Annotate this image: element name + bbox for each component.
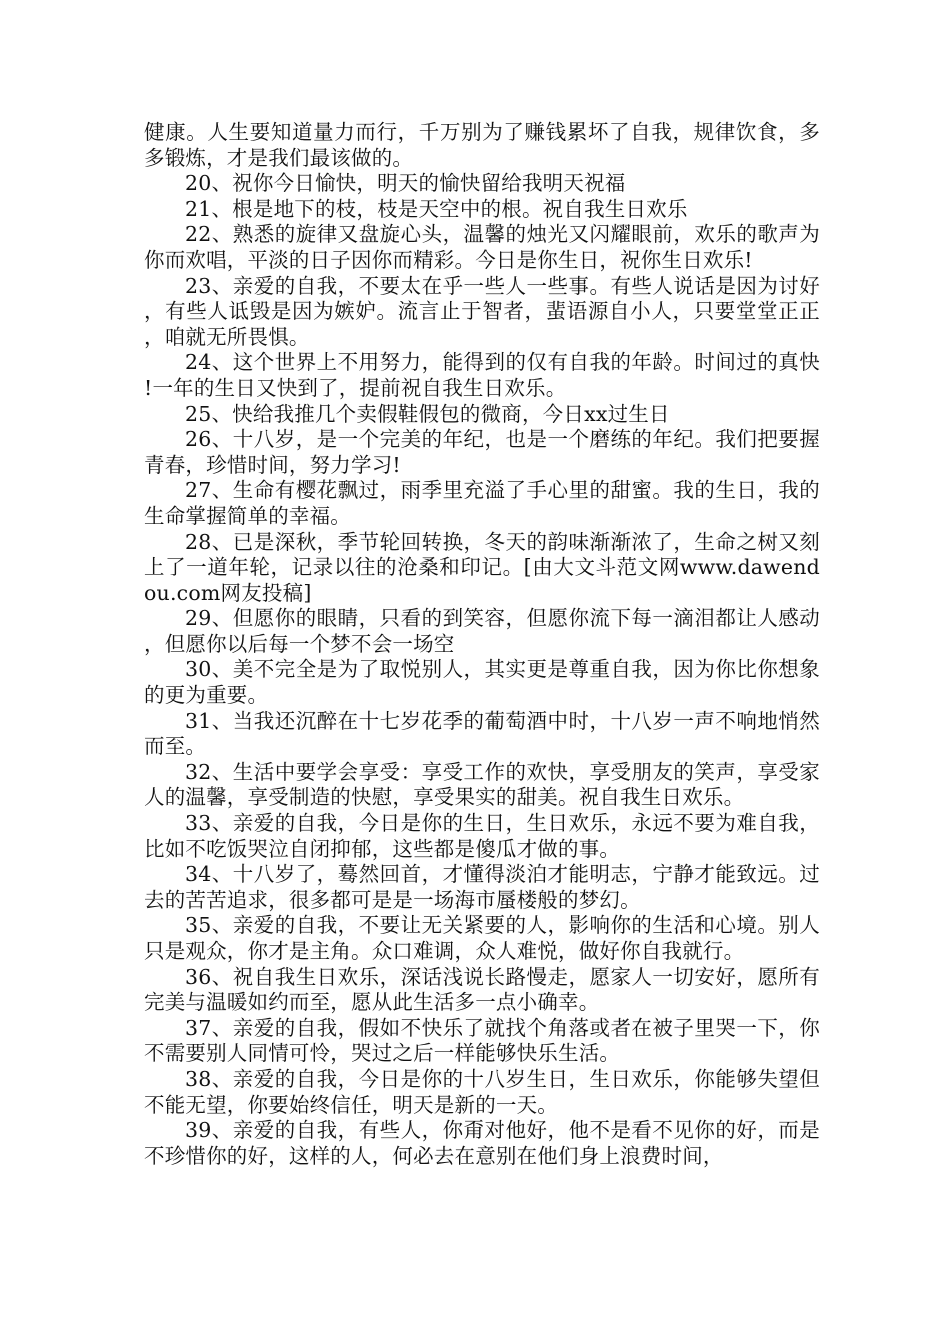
paragraph-33: 33、亲爱的自我，今日是你的生日，生日欢乐，永远不要为难自我，比如不吃饭哭泣自闭抑郁，这些都是傻瓜才做的事。 <box>144 811 820 861</box>
paragraph-35: 35、亲爱的自我，不要让无关紧要的人，影响你的生活和心境。别人只是观众，你才是主角。众口难调，众人难悦，做好你自我就行。 <box>144 913 820 963</box>
paragraph-22: 22、熟悉的旋律又盘旋心头，温馨的烛光又闪耀眼前，欢乐的歌声为你而欢唱，平淡的日子因你而精彩。今日是你生日，祝你生日欢乐! <box>144 222 820 272</box>
paragraph-30: 30、美不完全是为了取悦别人，其实更是尊重自我，因为你比你想象的更为重要。 <box>144 657 820 708</box>
paragraph-25: 25、快给我推几个卖假鞋假包的微商，今日xx过生日 <box>185 401 670 426</box>
paragraph-39: 39、亲爱的自我，有些人，你甭对他好，他不是看不见你的好，而是不珍惜你的好，这样的人，何必去在意别在他们身上浪费时间， <box>144 1118 820 1168</box>
paragraph-21: 21、根是地下的枝，枝是天空中的根。祝自我生日欢乐 <box>185 196 688 221</box>
paragraph-31: 31、当我还沉醉在十七岁花季的葡萄酒中时，十八岁一声不响地悄然而至。 <box>144 708 820 759</box>
paragraph-29: 29、但愿你的眼睛，只看的到笑容，但愿你流下每一滴泪都让人感动，但愿你以后每一个梦不会一场空 <box>144 606 820 656</box>
paragraph-20: 20、祝你今日愉快，明天的愉快留给我明天祝福 <box>185 171 626 196</box>
paragraph-37: 37、亲爱的自我，假如不快乐了就找个角落或者在被子里哭一下，你不需要别人同情可怜，哭过之后一样能够快乐生活。 <box>144 1015 820 1066</box>
paragraph-32: 32、生活中要学会享受：享受工作的欢快，享受朋友的笑声，享受家人的温馨，享受制造的快慰，享受果实的甜美。祝自我生日欢乐。 <box>144 759 820 810</box>
paragraph-26: 26、十八岁，是一个完美的年纪，也是一个磨练的年纪。我们把要握青春，珍惜时间，努力学习! <box>144 427 820 477</box>
paragraph-36: 36、祝自我生日欢乐，深话浅说长路慢走，愿家人一切安好，愿所有完美与温暖如约而至，愿从此生活多一点小确幸。 <box>144 964 820 1015</box>
document-body <box>144 120 820 1169</box>
paragraph-24: 24、这个世界上不用努力，能得到的仅有自我的年龄。时间过的真快!一年的生日又快到了，提前祝自我生日欢乐。 <box>144 350 820 400</box>
paragraph-34: 34、十八岁了，蓦然回首，才懂得淡泊才能明志，宁静才能致远。过去的苦苦追求，很多都可是是一场海市蜃楼般的梦幻。 <box>144 862 820 912</box>
paragraph-38: 38、亲爱的自我，今日是你的十八岁生日，生日欢乐，你能够失望但不能无望，你要始终信任，明天是新的一天。 <box>144 1066 820 1117</box>
paragraph-27: 27、生命有樱花飘过，雨季里充溢了手心里的甜蜜。我的生日，我的生命掌握简单的幸福。 <box>144 478 820 528</box>
paragraph-23: 23、亲爱的自我，不要太在乎一些人一些事。有些人说话是因为讨好，有些人诋毁是因为嫉妒。流言止于智者，蜚语源自小人，只要堂堂正正，咱就无所畏惧。 <box>144 273 820 349</box>
paragraph-28: 28、已是深秋，季节轮回转换，冬天的韵味渐渐浓了，生命之树又刻上了一道年轮，记录以往的沧桑和印记。[由大文斗范文网www.dawendou.com网友投稿] <box>144 529 820 605</box>
paragraph-continuation: 健康。人生要知道量力而行，千万别为了赚钱累坏了自我，规律饮食，多多锻炼，才是我们最该做的。 <box>144 120 820 170</box>
